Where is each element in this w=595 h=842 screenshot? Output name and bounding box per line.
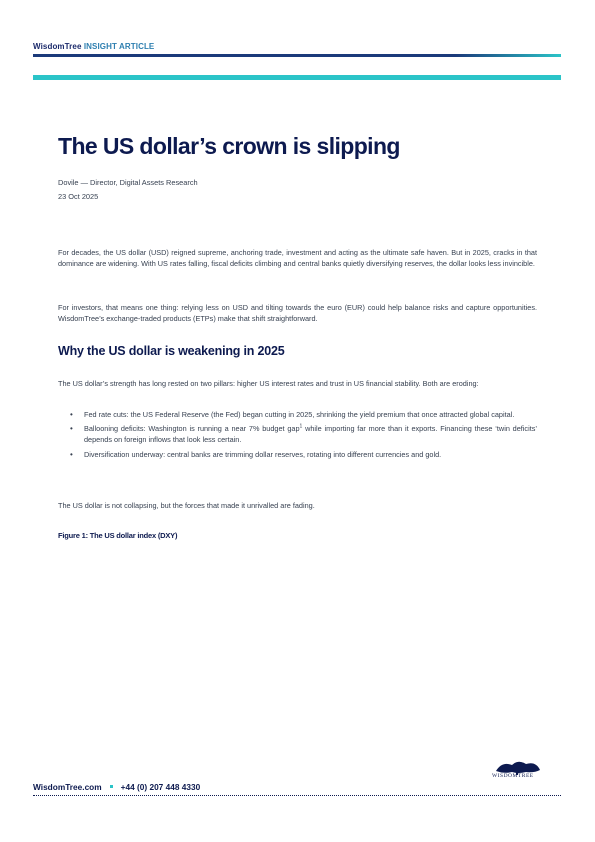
bullet-text-deficits-b: while importing far more than it exports. Financing these ‘twin deficits’ depends on foreign inflows that look less certain. (84, 424, 537, 445)
footer-phone: +44 (0) 207 448 4330 (120, 782, 201, 792)
header-rule (33, 54, 561, 57)
list-item (58, 409, 537, 420)
article-author: Dovile — Director, Digital Assets Research (58, 178, 198, 187)
footer-contact (33, 782, 200, 792)
wisdomtree-tree-logo-icon (488, 757, 548, 787)
figure-caption: Figure 1: The US dollar index (DXY) (58, 531, 178, 540)
header-tag: INSIGHT ARTICLE (83, 42, 155, 51)
bullet-text-diversification: Diversification underway: central banks are trimming dollar reserves, rotating into different currencies and gold. (84, 449, 442, 459)
section-intro: The US dollar’s strength has long rested on two pillars: higher US interest rates and trust in US financial stability. Both are eroding: (58, 379, 479, 388)
intro-paragraph-2: For investors, that means one thing: relying less on USD and tilting towards the euro (EUR) could help balance risks and capture opportunities. WisdomTree’s exchange-traded products (ETPs) make that shift straightforward. (58, 303, 537, 324)
closing-paragraph: The US dollar is not collapsing, but the forces that made it unrivalled are fading. (58, 501, 315, 510)
article-title: The US dollar’s crown is slipping (58, 133, 400, 159)
footnote-ref[interactable]: 1 (299, 423, 303, 430)
header-teal-bar (33, 75, 561, 80)
bullet-icon: • (70, 424, 73, 434)
article-date: 23 Oct 2025 (58, 192, 99, 201)
list-item (58, 423, 537, 445)
section-heading: Why the US dollar is weakening in 2025 (58, 344, 285, 358)
header-brand: WisdomTree (33, 42, 82, 51)
bullet-text-fed: Fed rate cuts: the US Federal Reserve (the Fed) began cutting in 2025, shrinking the yield premium that once attracted global capital. (84, 410, 515, 419)
footer-rule (33, 795, 561, 796)
bullet-list (58, 409, 537, 463)
header-label (33, 42, 154, 51)
list-item (58, 449, 537, 460)
footer-website-link[interactable]: WisdomTree.com (33, 782, 102, 792)
intro-paragraph-1: For decades, the US dollar (USD) reigned supreme, anchoring trade, investment and acting as the ultimate safe haven. But in 2025, cracks in that dominance are widening. With US rates falling, fiscal deficits climbing and central banks quietly diversifying reserves, the dollar looks less invincible. (58, 248, 537, 269)
footer-logo-text: WISDOMTREE (492, 773, 534, 779)
bullet-text-deficits-a: Ballooning deficits: Washington is running a near 7% budget gap (84, 424, 300, 434)
bullet-icon: • (70, 410, 73, 419)
footer-separator-icon (110, 785, 113, 788)
bullet-icon: • (70, 449, 73, 459)
